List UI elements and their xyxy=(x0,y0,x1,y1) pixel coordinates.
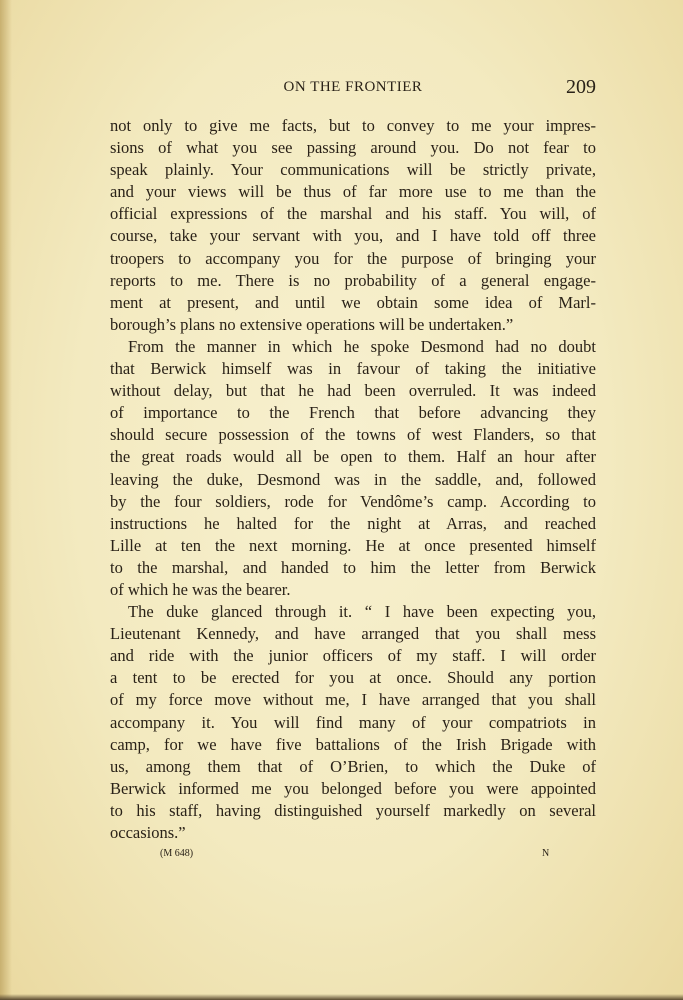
page-number: 209 xyxy=(566,76,596,98)
text-line: the great roads would all be open to them. Half an hour after xyxy=(110,447,596,467)
text-line: to his staff, having distinguished yourself markedly on several xyxy=(110,800,596,820)
text-line: speak plainly. Your communications will be strictly private, xyxy=(110,160,596,180)
text-line: From the manner in which he spoke Desmond had no doubt xyxy=(128,336,596,356)
text-line: of importance to the French that before advancing they xyxy=(110,403,596,423)
page-bottom-edge xyxy=(0,994,683,1000)
text-line: without delay, but that he had been overruled. It was indeed xyxy=(110,381,596,401)
text-line: should secure possession of the towns of west Flanders, so that xyxy=(110,425,596,445)
page-left-shadow xyxy=(0,0,12,1000)
text-line: troopers to accompany you for the purpose of bringing your xyxy=(110,248,596,268)
text-line: not only to give me facts, but to convey to me your impres- xyxy=(110,116,596,135)
text-line: and your views will be thus of far more use to me than the xyxy=(110,182,596,202)
text-line: Berwick informed me you belonged before you were appointed xyxy=(110,778,596,798)
text-line: official expressions of the marshal and his staff. You will, of xyxy=(110,204,596,224)
text-line: to the marshal, and handed to him the letter from Berwick xyxy=(110,557,596,577)
text-line: reports to me. There is no probability of a general engage- xyxy=(110,270,596,290)
text-line: Lille at ten the next morning. He at once presented himself xyxy=(110,535,596,555)
text-line: The duke glanced through it. “ I have been expecting you, xyxy=(128,602,596,622)
text-line: by the four soldiers, rode for Vendôme’s camp. According to xyxy=(110,491,596,511)
signature-mark: N xyxy=(542,848,550,859)
text-line: that Berwick himself was in favour of taking the initiative xyxy=(110,359,596,379)
text-line: ment at present, and until we obtain some idea of Marl- xyxy=(110,292,596,312)
running-title: ON THE FRONTIER xyxy=(283,79,423,95)
text-line: occasions.” xyxy=(110,823,186,842)
text-line: accompany it. You will find many of your compatriots in xyxy=(110,712,596,732)
text-line: leaving the duke, Desmond was in the saddle, and, followed xyxy=(110,469,596,489)
page-footer xyxy=(110,846,596,864)
text-line: us, among them that of O’Brien, to which the Duke of xyxy=(110,756,596,776)
text-line: a tent to be erected for you at once. Should any portion xyxy=(110,668,596,688)
text-line: camp, for we have five battalions of the Irish Brigade with xyxy=(110,734,596,754)
text-line: of which he was the bearer. xyxy=(110,579,291,599)
text-line: instructions he halted for the night at Arras, and reached xyxy=(110,513,596,533)
text-line: borough’s plans no extensive operations will be undertaken.” xyxy=(110,314,514,334)
printer-signature: (M 648) xyxy=(160,848,194,859)
page-header xyxy=(110,76,596,102)
text-line: sions of what you see passing around you. Do not fear to xyxy=(110,138,596,158)
text-line: of my force move without me, I have arranged that you shall xyxy=(110,690,596,710)
text-line: and ride with the junior officers of my staff. I will order xyxy=(110,646,596,666)
text-line: course, take your servant with you, and I have told off three xyxy=(110,226,596,246)
body-text xyxy=(110,115,596,844)
text-line: Lieutenant Kennedy, and have arranged that you shall mess xyxy=(110,624,596,644)
